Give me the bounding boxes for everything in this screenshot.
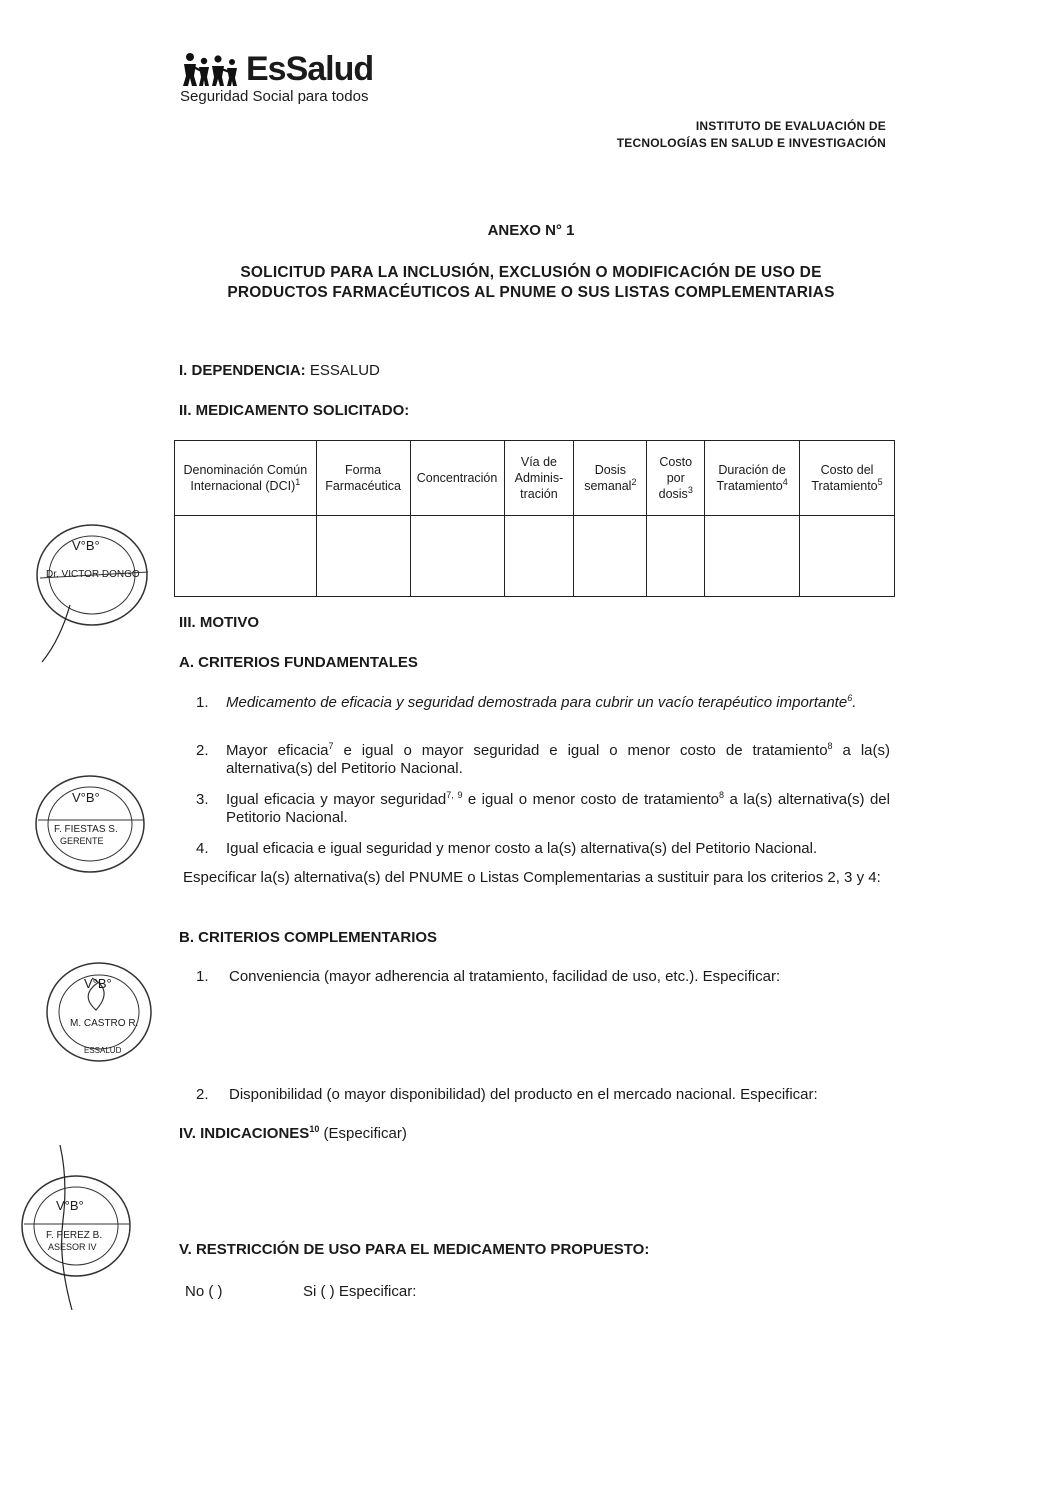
dependencia-label: I. DEPENDENCIA: [179,362,306,379]
dependencia-value: ESSALUD [309,362,380,379]
alternatives-note: Especificar la(s) alternativa(s) del PNUME o Listas Complementarias a sustituir para los criterios 2, 3 y 4: [183,869,881,886]
section-criterios-fundamentales: A. CRITERIOS FUNDAMENTALES [179,654,418,671]
stamp-org: ESSALUD [84,1046,122,1055]
item-text: Mayor eficacia$^7$ e igual o mayor seguridad e igual o menor costo de tratamiento$^8$ a la(s) alternativa(s) del Petitorio Nacional. [226,741,891,777]
title-line-2: PRODUCTOS FARMACÉUTICOS AL PNUME O SUS LISTAS COMPLEMENTARIAS [227,284,835,301]
list-item [196,840,890,858]
item-text: Conveniencia (mayor adherencia al tratamiento, facilidad de uso, etc.). Especificar: [229,968,781,985]
signature-stroke-icon [48,1140,108,1320]
section-restriccion: V. RESTRICCIÓN DE USO PARA EL MEDICAMENTO PROPUESTO: [179,1241,650,1258]
logo-text: EsSalud [246,50,374,88]
essalud-logo [180,52,373,105]
list-item [196,694,890,712]
section-dependencia [179,362,380,379]
cell-costo-dosis[interactable] [647,516,705,597]
item-text: Igual eficacia y mayor seguridad$^{7, 9}$ e igual o menor costo de tratamiento$^8$ a la(s) alternativa(s) del Petitorio Nacional. [226,790,890,826]
medication-table [174,440,895,597]
header-costo-dosis: Costo por dosis$^3$ [647,441,705,516]
stamp-role: ASESOR IV [48,1242,97,1252]
family-figures-icon [180,52,244,86]
indicaciones-footnote: 10 [309,1124,320,1134]
header-duracion: Duración de Tratamiento$^4$ [705,441,800,516]
header-forma: Forma Farmacéutica [316,441,410,516]
indicaciones-label: IV. INDICACIONES [179,1125,310,1142]
stamp-role: GERENTE [60,836,104,846]
header-via: Vía de Adminis-tración [504,441,574,516]
table-header-row [175,441,895,516]
section-indicaciones [179,1125,407,1142]
item-number: 4. [196,840,209,857]
institute-line-2: TECNOLOGÍAS EN SALUD E INVESTIGACIÓN [616,136,886,150]
item-number: 2. [196,742,209,759]
stamp-vb: V°B° [72,790,100,805]
stamp-name: F. PEREZ B. [46,1230,103,1241]
header-dci: Denominación Común Internacional (DCI)$^1$ [175,441,317,516]
logo-tagline: Seguridad Social para todos [180,88,369,105]
indicaciones-note: (Especificar) [323,1125,407,1142]
stamp-name: Dr. VICTOR DONGO [46,569,140,580]
item-text: Medicamento de eficacia y seguridad demostrada para cubrir un vacío terapéutico importante$^6$. [226,693,857,711]
item-text: Disponibilidad (o mayor disponibilidad) del producto en el mercado nacional. Especificar: [229,1086,818,1103]
stamp-vb: V°B° [72,538,100,553]
cell-concentracion[interactable] [410,516,504,597]
cell-via[interactable] [504,516,574,597]
approval-stamp [44,960,154,1066]
restriction-no-option[interactable]: No ( ) [185,1283,223,1300]
list-item [196,968,890,986]
list-item [196,791,890,827]
header-concentracion: Concentración [410,441,504,516]
stamp-name: M. CASTRO R. [70,1018,139,1029]
item-text: Igual eficacia e igual seguridad y menor costo a la(s) alternativa(s) del Petitorio Nacional. [226,840,818,857]
cell-costo-tratamiento[interactable] [800,516,895,597]
approval-stamp [32,772,150,876]
restriction-si-option[interactable]: Si ( ) Especificar: [303,1283,417,1300]
header-costo-tratamiento: Costo del Tratamiento$^5$ [800,441,895,516]
cell-duracion[interactable] [705,516,800,597]
item-number: 1. [196,694,209,711]
stamp-name: F. FIESTAS S. [54,824,118,835]
stamp-vb: V°B° [84,976,112,991]
cell-forma[interactable] [316,516,410,597]
section-motivo: III. MOTIVO [179,614,260,631]
list-item [196,1086,890,1104]
cell-dosis[interactable] [574,516,647,597]
list-item [196,742,890,778]
stamp-vb: V°B° [56,1198,84,1213]
institute-name [617,118,886,152]
header-dosis: Dosis semanal$^2$ [574,441,647,516]
title-line-1: SOLICITUD PARA LA INCLUSIÓN, EXCLUSIÓN O MODIFICACIÓN DE USO DE [240,264,822,281]
annex-number: ANEXO N° 1 [487,222,575,239]
item-number: 3. [196,791,209,808]
institute-line-1: INSTITUTO DE EVALUACIÓN DE [695,119,886,133]
document-title [0,263,1062,303]
table-row [175,516,895,597]
section-medicamento: II. MEDICAMENTO SOLICITADO: [179,402,410,419]
item-number: 1. [196,968,209,985]
signature-stroke-icon [30,600,90,670]
item-number: 2. [196,1086,209,1103]
section-criterios-complementarios: B. CRITERIOS COMPLEMENTARIOS [179,929,438,946]
cell-dci[interactable] [175,516,317,597]
